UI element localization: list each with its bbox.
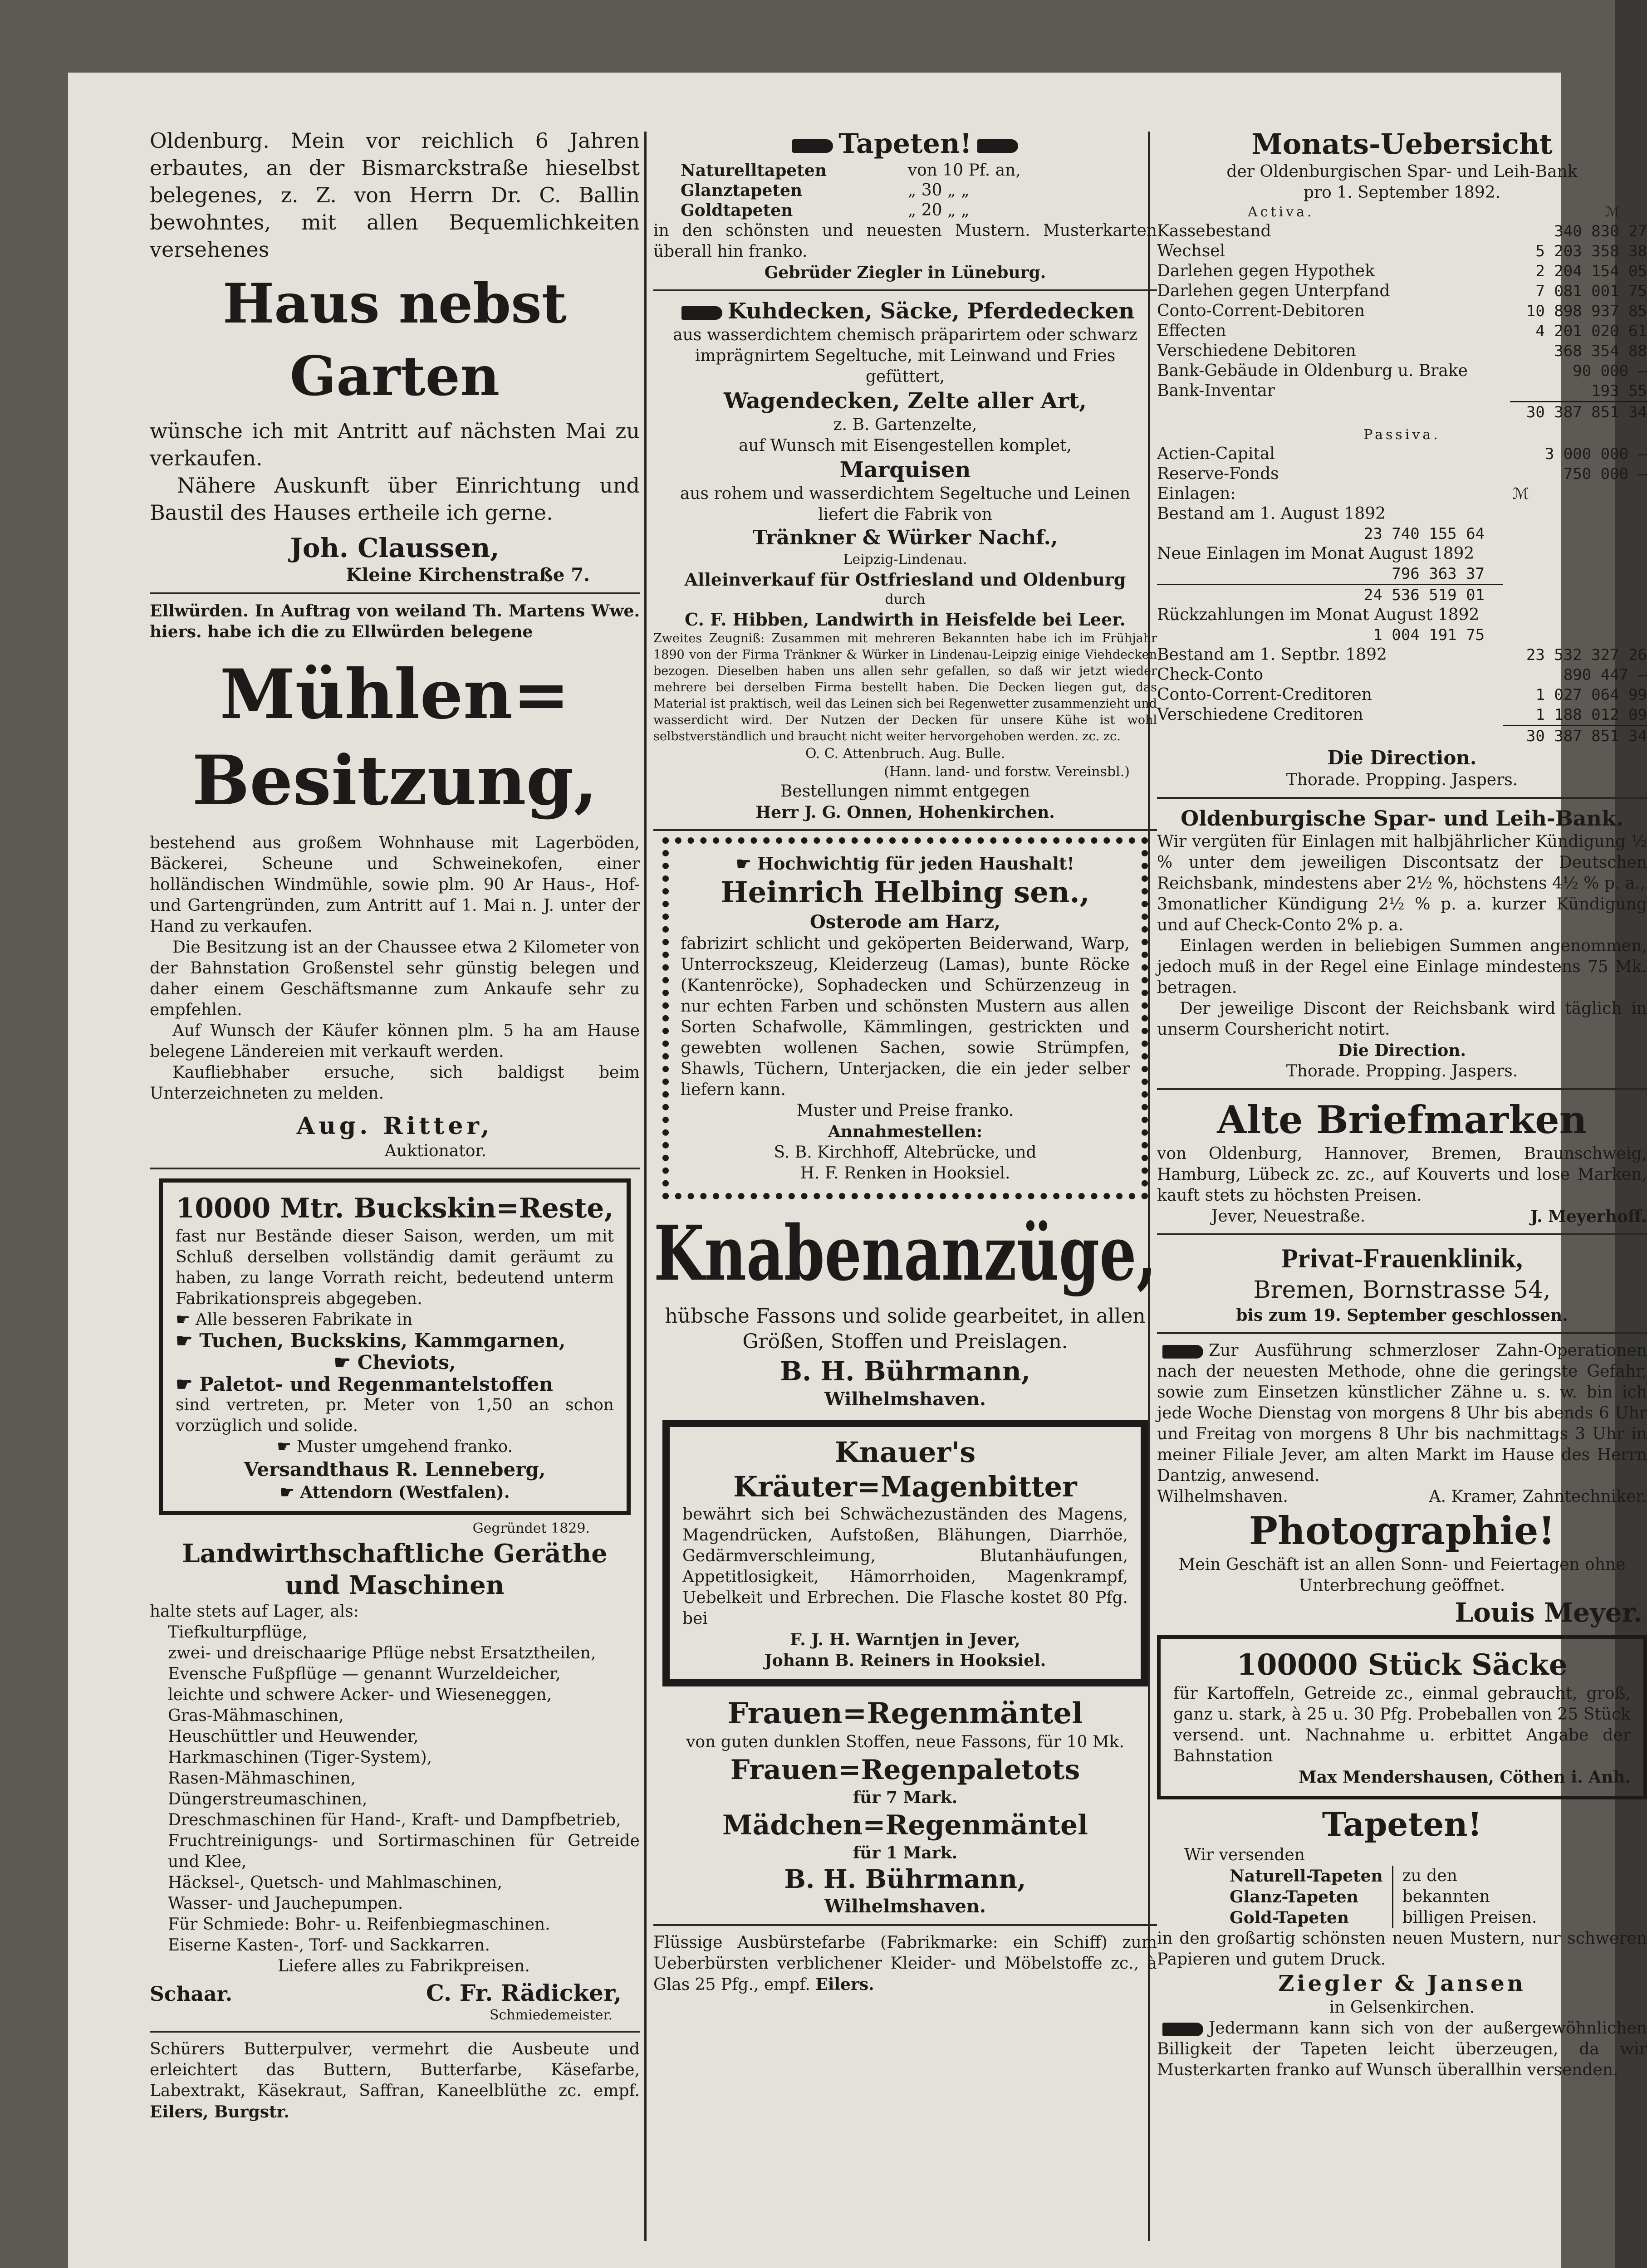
- ad-monatsuebersicht: [1157, 127, 1647, 791]
- ad-tapeten-2: [1157, 1804, 1647, 2081]
- divider: [1157, 1233, 1647, 1235]
- ad-text: Kaufliebhaber ersuche, sich baldigst beim Unterzeichneten zu melden.: [150, 1063, 640, 1103]
- table-row: [1157, 402, 1647, 423]
- table-cell: 3 000 000 —: [1544, 445, 1647, 463]
- pointing-hand-icon: ☛: [176, 1310, 196, 1329]
- tapeten-list: [1157, 1866, 1647, 1928]
- table-cell: 5 203 358 38: [1535, 242, 1647, 260]
- ad-role: Schmiedemeister.: [489, 2007, 613, 2023]
- ad-headline: Kräuter=Magenbitter: [733, 1470, 1077, 1503]
- ad-headline: Privat-Frauenklinik,: [1281, 1243, 1523, 1273]
- ad-text: Alleinverkauf für Ostfriesland und Oldenburg: [684, 569, 1126, 590]
- list-item: Gold-Tapeten: [1230, 1908, 1349, 1927]
- pointing-hand-icon: [1162, 2023, 1203, 2036]
- ad-address: ☛ Attendorn (Westfalen).: [279, 1483, 510, 1502]
- list-item: Düngerstreumaschinen,: [168, 1790, 368, 1809]
- ad-text: Bestellungen nimmt entgegen: [780, 782, 1030, 801]
- table-cell: Reserve-Fonds: [1157, 464, 1279, 483]
- ad-text: Jedermann kann sich von der außergewöhnlichen Billigkeit der Tapeten leicht überzeugen, da wir Musterkarten franko auf Wunsch überallhin versenden.: [1157, 2019, 1647, 2079]
- ad-headline: Mühlen=: [220, 655, 570, 734]
- ad-text: für 7 Mark.: [853, 1788, 958, 1807]
- table-cell: Wechsel: [1157, 242, 1225, 260]
- table-row: [1157, 726, 1647, 747]
- ad-headline: Besitzung,: [192, 741, 598, 821]
- ad-knauer: [662, 1420, 1148, 1686]
- table-row: [1157, 544, 1647, 564]
- ad-place: Wilhelmshaven.: [824, 1388, 986, 1410]
- table-row: [1157, 464, 1647, 484]
- ad-headline: 10000 Mtr. Buckskin=Reste,: [176, 1193, 614, 1224]
- ad-text: fabrizirt schlicht und geköperten Beiderwand, Warp, Unterrockszeug, Kleiderzeug (Lamas), bunte Röcke (Kantenröcke), Sophadecken und Schürzenzeug in nur echten Farben und schönsten Mustern aus allen Sorten Schafwolle, Kämmlingen, gestrickten und gewebten wollenen Sachen, sowie Strümpfen, Shawls, Tüchern, Unterjacken, die ein jeder selber liefern kann.: [681, 934, 1130, 1099]
- ad-text: von guten dunklen Stoffen, neue Fassons, für 10 Mk.: [686, 1733, 1124, 1751]
- ad-text: ☛ Muster umgehend franko.: [277, 1437, 513, 1456]
- list-item: Glanz-Tapeten: [1230, 1887, 1358, 1906]
- list-item: Evensche Fußpflüge — genannt Wurzeldeicher,: [168, 1665, 561, 1683]
- pointing-hand-icon: ☛: [176, 1373, 200, 1395]
- ad-firm: Tränkner & Würker Nachf.,: [752, 526, 1058, 549]
- table-cell: 890 447 —: [1563, 666, 1647, 684]
- pointing-hand-icon: ☛: [176, 1330, 200, 1352]
- pointing-hand-icon: [792, 139, 833, 153]
- ad-buckskin: [159, 1178, 631, 1515]
- ad-text: Ellwürden. In Auftrag von weiland Th. Martens Wwe. hiers. habe ich die zu Ellwürden belegene: [150, 601, 640, 641]
- ad-headline: 100000 Stück Säcke: [1236, 1648, 1568, 1682]
- ad-text: Die Besitzung ist an der Chaussee etwa 2 Kilometer von der Bahnstation Großenstel sehr günstig belegen und daher einem Geschäftsmanne zum Ankaufe sehr zu empfehlen.: [150, 938, 640, 1019]
- table-cell: 1 027 064 99: [1535, 686, 1647, 704]
- ad-text: Muster und Preise franko.: [796, 1101, 1014, 1120]
- list-item: Heuschüttler und Heuwender,: [168, 1727, 419, 1746]
- ad-signature: A. Kramer, Zahntechniker.: [1429, 1487, 1647, 1506]
- ad-headline: Oldenburgische Spar- und Leih-Bank.: [1181, 806, 1623, 831]
- ad-headline: und Maschinen: [285, 1570, 505, 1600]
- ad-signature: Thorade. Propping. Jaspers.: [1286, 1062, 1518, 1080]
- newspaper-page: [68, 73, 1647, 2268]
- divider: [1157, 797, 1647, 799]
- ad-place: in Gelsenkirchen.: [1329, 1998, 1475, 2017]
- table-cell: „ 20 „ „: [907, 201, 970, 220]
- divider: [150, 2031, 640, 2033]
- ad-testimonial: Zweites Zeugniß: Zusammen mit mehreren Bekannten habe ich im Frühjahr 1890 von der Firma Tränkner & Würker in Lindenau-Leipzig einige Viehdecken bezogen. Dieselben haben uns allen sehr gefallen, so daß wir jetzt wieder mehrere bei derselben Firma bestellt haben. Die Decken liegen gut, das Material ist praktisch, weil das Leinen sich bei Regenwetter zusammenzieht und wasserdicht wird. Der Nutzen der Decken für unsere Kühe ist wohl selbstverständlich und braucht nicht weiter hervorgehoben werden. zc. zc.: [653, 631, 1157, 743]
- ad-text: sind vertreten, pr. Meter von 1,50 an schon vorzüglich und solide.: [176, 1396, 614, 1435]
- ad-tapeten: [653, 127, 1157, 283]
- balance-table-passiva: [1157, 444, 1647, 746]
- divider: [653, 1924, 1157, 1926]
- table-row: [681, 200, 1083, 220]
- column-3: [1157, 127, 1647, 2268]
- table-row: [681, 181, 1083, 200]
- ad-text: Der jeweilige Discont der Reichsbank wird täglich in unserm Courshericht notirt.: [1157, 999, 1647, 1039]
- table-cell: Effecten: [1157, 322, 1226, 340]
- ad-signature: Die Direction.: [1327, 747, 1477, 769]
- ad-text: aus rohem und wasserdichtem Segeltuche und Leinen liefert die Fabrik von: [680, 484, 1131, 524]
- ad-headline: Knabenanzüge,: [653, 1209, 1157, 1298]
- table-cell: 7 081 001 75: [1535, 282, 1647, 300]
- list-item: zwei- und dreischaarige Pflüge nebst Ersatztheilen,: [168, 1644, 596, 1662]
- list-item: Für Schmiede: Bohr- u. Reifenbiegmaschinen.: [168, 1915, 550, 1934]
- list-item: Rasen-Mähmaschinen,: [168, 1769, 356, 1788]
- ad-photographie: [1157, 1507, 1647, 1629]
- list-item: Häcksel-, Quetsch- und Mahlmaschinen,: [168, 1873, 503, 1892]
- ad-text: wünsche ich mit Antritt auf nächsten Mai zu verkaufen.: [150, 419, 640, 470]
- ad-address: Bremen, Bornstrasse 54,: [1253, 1276, 1551, 1304]
- ad-text: ☛ Tuchen, Buckskins, Kammgarnen,: [176, 1330, 566, 1352]
- table-cell: Bank-Inventar: [1157, 381, 1275, 400]
- table-cell: „ 30 „ „: [907, 181, 970, 200]
- ad-headline: Photographie!: [1249, 1508, 1555, 1553]
- ad-saecke: [1157, 1635, 1647, 1799]
- item-list: [150, 1622, 640, 1977]
- divider: [1157, 1332, 1647, 1334]
- pointing-hand-icon: ☛: [277, 1437, 297, 1456]
- ad-haus: [150, 127, 640, 586]
- ad-address: S. B. Kirchhoff, Altebrücke, und: [774, 1143, 1037, 1162]
- pointing-hand-icon: [1162, 1345, 1203, 1359]
- table-cell: 23 532 327 26: [1526, 646, 1647, 664]
- table-row: [1157, 645, 1647, 665]
- ad-text: z. B. Gartenzelte,: [833, 415, 977, 434]
- balance-table-activa: [1157, 221, 1647, 422]
- ad-text: Wir versenden: [1184, 1846, 1305, 1864]
- ad-text: Wir vergüten für Einlagen mit halbjährlicher Kündigung ½ % unter dem jeweiligen Discontsatz der Deutschen Reichsbank, mindestens aber 2½ %, höchstens 4½ % p. a.,: [1157, 832, 1647, 893]
- table-row: [1157, 524, 1647, 544]
- ad-firm: B. H. Bührmann,: [784, 1864, 1026, 1894]
- table-cell: Einlagen:: [1157, 484, 1236, 503]
- divider: [653, 289, 1157, 291]
- table-cell: Check-Conto: [1157, 665, 1264, 684]
- ad-text: in den großartig schönsten neuen Mustern, nur schweren Papieren und gutem Druck.: [1157, 1929, 1647, 1969]
- table-row: [1157, 444, 1647, 464]
- ad-headline: Kuhdecken, Säcke, Pferdedecken: [653, 298, 1157, 325]
- table-cell: 1 188 012 09: [1503, 705, 1647, 726]
- table-row: [1157, 585, 1647, 606]
- price-table: [681, 161, 1083, 220]
- ad-signature-row: [1157, 1486, 1647, 1507]
- ad-text: Schürers Butterpulver, vermehrt die Ausbeute und erleichtert das Buttern, Butterfarbe, Käsefarbe, Labextrakt, Käsekraut, Saffran, Kaneelblüthe zc. empf. Eilers, Burgstr.: [150, 2040, 640, 2121]
- list-item: Fruchtreinigungs- und Sortirmaschinen für Getreide und Klee,: [168, 1832, 640, 1871]
- divider: [1157, 1088, 1647, 1090]
- list-item: Naturell-Tapeten: [1230, 1867, 1383, 1886]
- ad-signature: C. Fr. Rädicker,: [426, 1980, 622, 2006]
- ad-text: Einlagen werden in beliebigen Summen angenommen, jedoch muß in der Regel eine Einlage mindestens 75 Mk. betragen.: [1157, 937, 1647, 997]
- table-row: [1157, 625, 1647, 645]
- table-total: 30 387 851 34: [1526, 403, 1647, 421]
- table-row: [681, 161, 1083, 181]
- list-item: Liefere alles zu Fabrikpreisen.: [278, 1957, 530, 1975]
- table-row: [1157, 341, 1647, 361]
- ad-text: aus wasserdichtem chemisch präparirtem oder schwarz imprägnirtem Segeltuche, mit Leinwand und Fries gefüttert,: [673, 326, 1137, 386]
- table-header: [1157, 203, 1647, 221]
- ad-text: halte stets auf Lager, als:: [150, 1602, 359, 1621]
- table-cell: 24 536 519 01: [1157, 585, 1503, 606]
- ad-headline: Mädchen=Regenmäntel: [722, 1809, 1088, 1841]
- table-cell: Bestand am 1. August 1892: [1157, 504, 1386, 523]
- ad-signature-row: [1157, 1206, 1647, 1227]
- table-cell: 10 898 937 85: [1526, 302, 1647, 320]
- list-item: Dreschmaschinen für Hand-, Kraft- und Dampfbetrieb,: [168, 1811, 621, 1829]
- ad-firm: Gebrüder Ziegler in Lüneburg.: [764, 263, 1046, 282]
- ad-landwirtschaft: [150, 1538, 640, 2024]
- table-cell: 368 354 88: [1554, 342, 1647, 360]
- ad-frauenklinik: [1157, 1242, 1647, 1326]
- table-row: [1157, 705, 1647, 726]
- ad-text: Annahmestellen:: [828, 1122, 983, 1141]
- table-cell: Bank-Gebäude in Oldenburg u. Brake: [1157, 362, 1468, 380]
- table-cell: Kassebestand: [1157, 222, 1271, 240]
- ad-text: ☛ Alle besseren Fabrikate in: [176, 1310, 413, 1329]
- table-cell: 1 004 191 75: [1373, 626, 1485, 644]
- ad-briefmarken: [1157, 1096, 1647, 1227]
- ad-firm: Max Mendershausen, Cöthen i. Anh.: [1298, 1768, 1631, 1787]
- ad-text: von Oldenburg, Hannover, Bremen, Braunschweig, Hamburg, Lübeck zc. zc., auf Kouverts und lose Marken, kauft stets zu höchsten Preisen.: [1157, 1144, 1647, 1205]
- ad-signature: Joh. Claussen,: [290, 533, 500, 563]
- table-total: 30 387 851 34: [1526, 727, 1647, 745]
- ad-text: hübsche Fassons und solide gearbeitet, in allen Größen, Stoffen und Preislagen.: [665, 1305, 1146, 1353]
- ad-text: ☛ Cheviots,: [333, 1351, 456, 1374]
- ad-text: bewährt sich bei Schwächezuständen des Magens, Magendrücken, Aufstoßen, Blähungen, Diarrhöe, Gedärmverschleimung, Blutanhäufungen, Appetitlosigkeit, Hämorrhoiden, Magenkrampf, Uebelkeit und Erbrechen. Die Flasche kostet 80 Pfg. bei: [682, 1505, 1128, 1628]
- table-row: [1157, 665, 1647, 685]
- table-cell: Glanztapeten: [681, 181, 803, 200]
- ad-role: Auktionator.: [384, 1142, 487, 1160]
- table-cell: 2 204 154 05: [1535, 262, 1647, 280]
- table-row: [1157, 261, 1647, 281]
- table-cell: 193 55: [1510, 381, 1647, 402]
- table-cell: Verschiedene Debitoren: [1157, 342, 1356, 360]
- table-cell: 796 363 37: [1392, 565, 1485, 583]
- ad-text: Nähere Auskunft über Einrichtung und Baustil des Hauses ertheile ich gerne.: [150, 473, 640, 525]
- pointing-hand-icon: ☛: [735, 853, 758, 874]
- table-cell: Neue Einlagen im Monat August 1892: [1157, 544, 1475, 563]
- ad-address: Johann B. Reiners in Hooksiel.: [764, 1651, 1046, 1670]
- ad-source: (Hann. land- und forstw. Vereinsbl.): [884, 764, 1130, 780]
- ad-place: Leipzig-Lindenau.: [843, 552, 967, 567]
- ad-muehlen: [150, 601, 640, 1161]
- list-item: Harkmaschinen (Tiger-System),: [168, 1748, 432, 1767]
- ad-text: auf Wunsch mit Eisengestellen komplet,: [739, 436, 1072, 455]
- list-item: Gras-Mähmaschinen,: [168, 1706, 344, 1725]
- table-row: [1157, 484, 1647, 504]
- ad-headline: Haus nebst Garten: [222, 272, 567, 408]
- ad-headline: Tapeten!: [653, 127, 1157, 161]
- table-row: [1157, 221, 1647, 241]
- ad-signature: J. Meyerhoff.: [1530, 1207, 1647, 1226]
- pointing-hand-icon: [681, 306, 722, 320]
- ad-headline: Frauen=Regenpaletots: [730, 1754, 1080, 1786]
- table-cell: ℳ: [1512, 485, 1529, 503]
- divider: [653, 829, 1157, 831]
- pointing-hand-icon: ☛: [279, 1483, 300, 1502]
- table-cell: Darlehen gegen Unterpfand: [1157, 282, 1390, 300]
- ad-place: Schaar.: [150, 1983, 233, 2006]
- table-row: [1157, 564, 1647, 585]
- table-cell: Conto-Corrent-Debitoren: [1157, 302, 1365, 320]
- ad-butterpulver: [150, 2039, 640, 2123]
- table-row: [1157, 504, 1647, 524]
- ad-text: bis zum 19. September geschlossen.: [1236, 1306, 1568, 1325]
- list-item: leichte und schwere Acker- und Wieseneggen,: [168, 1686, 552, 1704]
- ad-text: Flüssige Ausbürstefarbe (Fabrikmarke: ein Schiff) zum Ueberbürsten verblichener Kleider- und Möbelstoffe zc., à Glas 25 Pfg., empf. Eilers.: [653, 1933, 1157, 1994]
- table-cell: Rückzahlungen im Monat August 1892: [1157, 606, 1480, 624]
- ad-address: H. F. Renken in Hooksiel.: [800, 1164, 1010, 1183]
- ad-headline: Frauen=Regenmäntel: [727, 1696, 1083, 1730]
- ad-signature: O. C. Attenbruch. Aug. Bulle.: [805, 746, 1005, 762]
- pointing-hand-icon: ☛: [333, 1351, 358, 1374]
- ad-regenmaentel: [653, 1696, 1157, 1918]
- ad-firm: Ziegler & Jansen: [1278, 1971, 1526, 1996]
- table-cell: 23 740 155 64: [1363, 525, 1485, 543]
- column-2: [653, 127, 1157, 2268]
- ad-headline: Wagendecken, Zelte aller Art,: [723, 388, 1087, 414]
- ad-helbing: [662, 837, 1148, 1199]
- table-cell: 4 201 020 61: [1535, 322, 1647, 340]
- column-1: [150, 127, 640, 2268]
- table-row: [1157, 605, 1647, 625]
- ad-firm: Herr J. G. Onnen, Hohenkirchen.: [755, 803, 1055, 822]
- table-cell: Naturelltapeten: [681, 161, 827, 180]
- list-item: Tiefkulturpflüge,: [168, 1623, 308, 1642]
- ad-text: Mein Geschäft ist an allen Sonn- und Feiertagen ohne Unterbrechung geöffnet.: [1178, 1555, 1626, 1595]
- ad-text: ☛ Hochwichtig für jeden Haushalt!: [735, 853, 1075, 874]
- ad-headline: Monats-Uebersicht: [1251, 127, 1553, 161]
- table-cell: Actien-Capital: [1157, 445, 1275, 463]
- ad-signature: Louis Meyer.: [1455, 1597, 1642, 1628]
- table-cell: Conto-Corrent-Creditoren: [1157, 685, 1372, 704]
- ad-zahntechniker: [1157, 1340, 1647, 1507]
- ad-text: fast nur Bestände dieser Saison, werden, um mit Schluß derselben vollständig damit geräumt zu haben, zu lange Vorrath reicht, bedeutend unterm Fabrikationspreis abgegeben.: [176, 1227, 614, 1308]
- column-rule: [644, 132, 647, 2241]
- ad-text: pro 1. September 1892.: [1303, 183, 1501, 202]
- ad-kuhdecken: [653, 298, 1157, 823]
- ad-place: Osterode am Harz,: [810, 911, 1000, 933]
- ad-text: der Oldenburgischen Spar- und Leih-Bank: [1226, 162, 1578, 181]
- ad-firm: B. H. Bührmann,: [780, 1356, 1030, 1387]
- ad-place: Wilhelmshaven.: [1157, 1487, 1288, 1506]
- table-cell: Goldtapeten: [681, 201, 793, 220]
- table-row: [1157, 685, 1647, 705]
- table-cell: 90 000 —: [1573, 362, 1647, 380]
- ad-text: Gegründet 1829.: [472, 1520, 590, 1536]
- pointing-hand-icon: [977, 139, 1018, 153]
- ad-headline: Heinrich Helbing sen.,: [721, 875, 1090, 909]
- ad-place: Wilhelmshaven.: [824, 1896, 986, 1917]
- column-header: Passiva.: [1363, 427, 1441, 443]
- divider: [150, 592, 640, 594]
- ad-text: Oldenburg. Mein vor reichlich 6 Jahren erbautes, an der Bismarckstraße hieselbst belegenes, z. Z. von Herrn Dr. C. Ballin bewohntes, mit allen Bequemlichkeiten versehenes: [150, 128, 640, 262]
- table-cell: Darlehen gegen Hypothek: [1157, 262, 1375, 280]
- table-row: [1157, 361, 1647, 381]
- ad-text: zu den bekannten billigen Preisen.: [1402, 1867, 1537, 1927]
- table-row: [1157, 281, 1647, 301]
- ad-headline: Marquisen: [839, 457, 971, 483]
- ad-headline: Tapeten!: [1322, 1805, 1482, 1843]
- ad-text: 3monatlicher Kündigung 2½ % p. a. kurzer Kündigung und auf Check-Conto 2% p. a.: [1157, 895, 1647, 934]
- table-cell: Verschiedene Creditoren: [1157, 705, 1363, 724]
- ad-text: für Kartoffeln, Getreide zc., einmal gebraucht, groß, ganz u. stark, à 25 u. 30 Pfg. Probeballen von 25 Stück versend. unt. Nachnahme u. erbittet Angabe der Bahnstation: [1173, 1684, 1631, 1765]
- table-row: [1157, 301, 1647, 321]
- ad-text: Zur Ausführung schmerzloser Zahn-Operationen nach der neuesten Methode, ohne die geringste Gefahr, sowie zum Einsetzen künstlicher Zähne u. s. w. bin ich jede Woche Dienstag von morgens 8 Uhr bis abends 6 Uhr und Freitag von morgens 8 Uhr bis nachmittags 3 Uhr in meiner Filiale Jever, am alten Markt im Hause des Herrn Dantzig, anwesend.: [1157, 1341, 1647, 1485]
- ad-signature: Thorade. Propping. Jaspers.: [1286, 771, 1518, 789]
- ad-firm: C. F. Hibben, Landwirth in Heisfelde bei Leer.: [685, 609, 1126, 630]
- table-cell: 340 830 27: [1554, 222, 1647, 240]
- ad-headline: Knauer's: [834, 1436, 976, 1469]
- ad-signature: Die Direction.: [1338, 1041, 1466, 1060]
- column-header: Activa.: [1248, 204, 1314, 220]
- ad-text: in den schönsten und neuesten Mustern. Musterkarten überall hin franko.: [653, 221, 1157, 261]
- list-item: Eiserne Kasten-, Torf- und Sackkarren.: [168, 1936, 490, 1955]
- list-item: Wasser- und Jauchepumpen.: [168, 1894, 403, 1913]
- ad-text: für 1 Mark.: [853, 1843, 958, 1862]
- table-row: [1157, 381, 1647, 402]
- ad-address: F. J. H. Warntjen in Jever,: [790, 1630, 1020, 1649]
- ad-signature-row: [150, 1980, 640, 2006]
- ad-text: Auf Wunsch der Käufer können plm. 5 ha am Hause belegene Ländereien mit verkauft werden.: [150, 1022, 640, 1061]
- ad-headline: Alte Briefmarken: [1217, 1097, 1587, 1142]
- ad-knabenanzuege: [653, 1209, 1157, 1411]
- ad-place: Jever, Neuestraße.: [1211, 1207, 1366, 1226]
- table-row: [1157, 321, 1647, 341]
- ad-text: durch: [885, 591, 926, 607]
- ad-text: ☛ Paletot- und Regenmantelstoffen: [176, 1373, 553, 1395]
- table-cell: Bestand am 1. Septbr. 1892: [1157, 645, 1387, 664]
- ad-headline: Landwirthschaftliche Geräthe: [182, 1539, 608, 1569]
- ad-firm: Versandthaus R. Lenneberg,: [244, 1458, 546, 1481]
- divider: [150, 1168, 640, 1169]
- ad-text: bestehend aus großem Wohnhause mit Lagerböden, Bäckerei, Scheune und Schweinekofen, einer holländischen Windmühle, sowie plm. 90 Ar Haus-, Hof- und Gartengründen, zum Antritt auf 1. Mai n. J. unter der Hand zu verkaufen.: [150, 834, 640, 936]
- column-header: ℳ: [1605, 204, 1620, 220]
- table-cell: 750 000 —: [1563, 465, 1647, 483]
- table-cell: von 10 Pf. an,: [907, 161, 1021, 180]
- ad-address: Kleine Kirchenstraße 7.: [346, 564, 590, 586]
- tapeten-items: [1230, 1866, 1393, 1928]
- ad-spar-leihbank: [1157, 805, 1647, 1082]
- ad-ausbuerstefarbe: [653, 1932, 1157, 1995]
- table-row: [1157, 241, 1647, 261]
- ad-signature: Aug. Ritter,: [296, 1112, 493, 1140]
